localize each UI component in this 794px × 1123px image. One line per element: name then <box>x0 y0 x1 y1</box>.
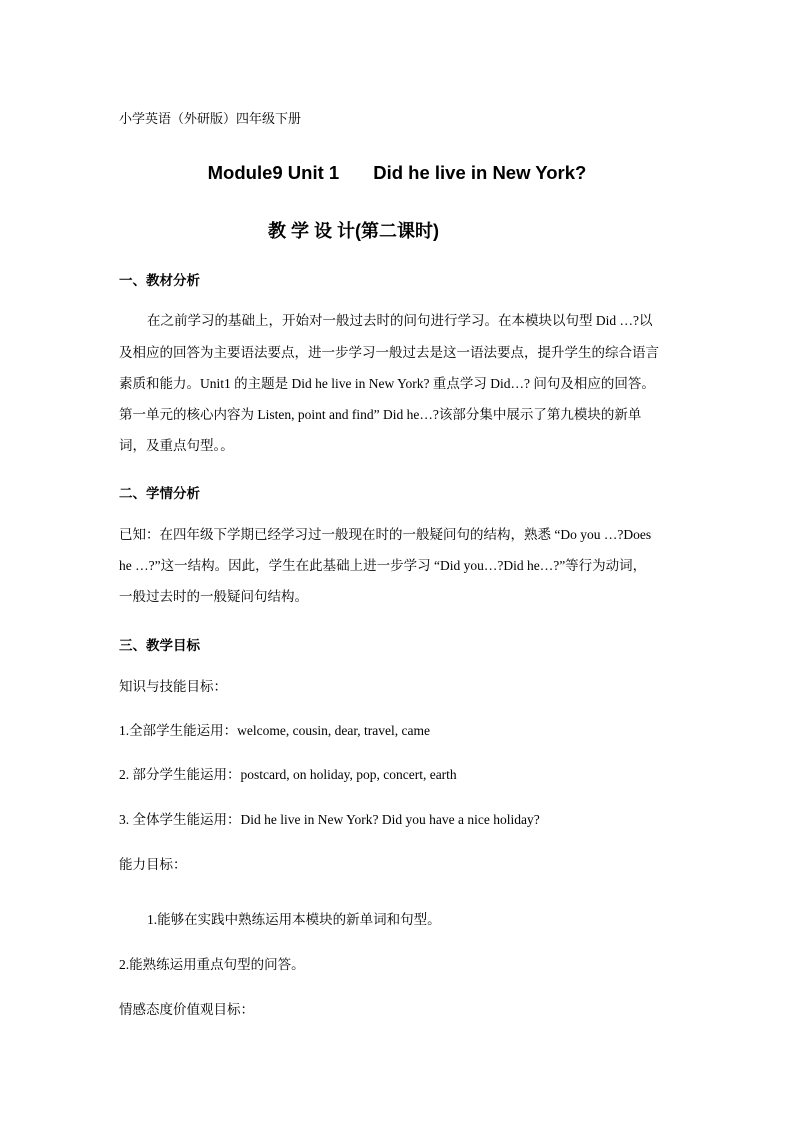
title-module-unit: Module9 Unit 1 <box>207 162 340 183</box>
paragraph-line: 素质和能力。Unit1 的主题是 Did he live in New York? 重点学习 Did…? 问句及相应的回答。 <box>119 376 655 391</box>
lesson-title <box>0 162 794 184</box>
emotion-objectives-label: 情感态度价值观目标： <box>119 1002 254 1017</box>
paragraph-line: 一般过去时的一般疑问句结构。 <box>119 589 308 604</box>
section-heading-materials: 一、教材分析 <box>119 273 200 288</box>
subject-line: 小学英语（外研版）四年级下册 <box>119 111 302 126</box>
paragraph-line: 及相应的回答为主要语法要点，进一步学习一般过去是这一语法要点，提升学生的综合语言 <box>119 345 659 360</box>
lesson-subtitle: 教 学 设 计(第二课时) <box>268 221 439 241</box>
section-heading-objectives: 三、教学目标 <box>119 638 200 653</box>
objective-item: 3. 全体学生能运用：Did he live in New York? Did you have a nice holiday? <box>119 812 540 827</box>
ability-objectives-label: 能力目标： <box>119 857 187 872</box>
paragraph-line: he …?”这一结构。因此，学生在此基础上进一步学习 “Did you…?Did he…?”等行为动词， <box>119 558 647 573</box>
paragraph-line: 已知：在四年级下学期已经学习过一般现在时的一般疑问句的结构，熟悉 “Do you …?Does <box>119 527 652 542</box>
paragraph-line: 词，及重点句型。。 <box>119 438 234 453</box>
objective-item: 2. 部分学生能运用：postcard, on holiday, pop, concert, earth <box>119 767 457 782</box>
paragraph-line: 第一单元的核心内容为 Listen, point and find” Did he…?该部分集中展示了第九模块的新单 <box>119 407 642 422</box>
section-heading-students: 二、学情分析 <box>119 486 200 501</box>
objective-item: 2.能熟练运用重点句型的问答。 <box>119 957 305 972</box>
objective-item: 1.能够在实践中熟练运用本模块的新单词和句型。 <box>147 912 441 927</box>
knowledge-objectives-label: 知识与技能目标： <box>119 679 227 694</box>
title-question: Did he live in New York? <box>373 162 587 183</box>
objective-item: 1.全部学生能运用：welcome, cousin, dear, travel, came <box>119 723 430 738</box>
paragraph-line: 在之前学习的基础上，开始对一般过去时的问句进行学习。在本模块以句型 Did …?以 <box>147 313 653 328</box>
